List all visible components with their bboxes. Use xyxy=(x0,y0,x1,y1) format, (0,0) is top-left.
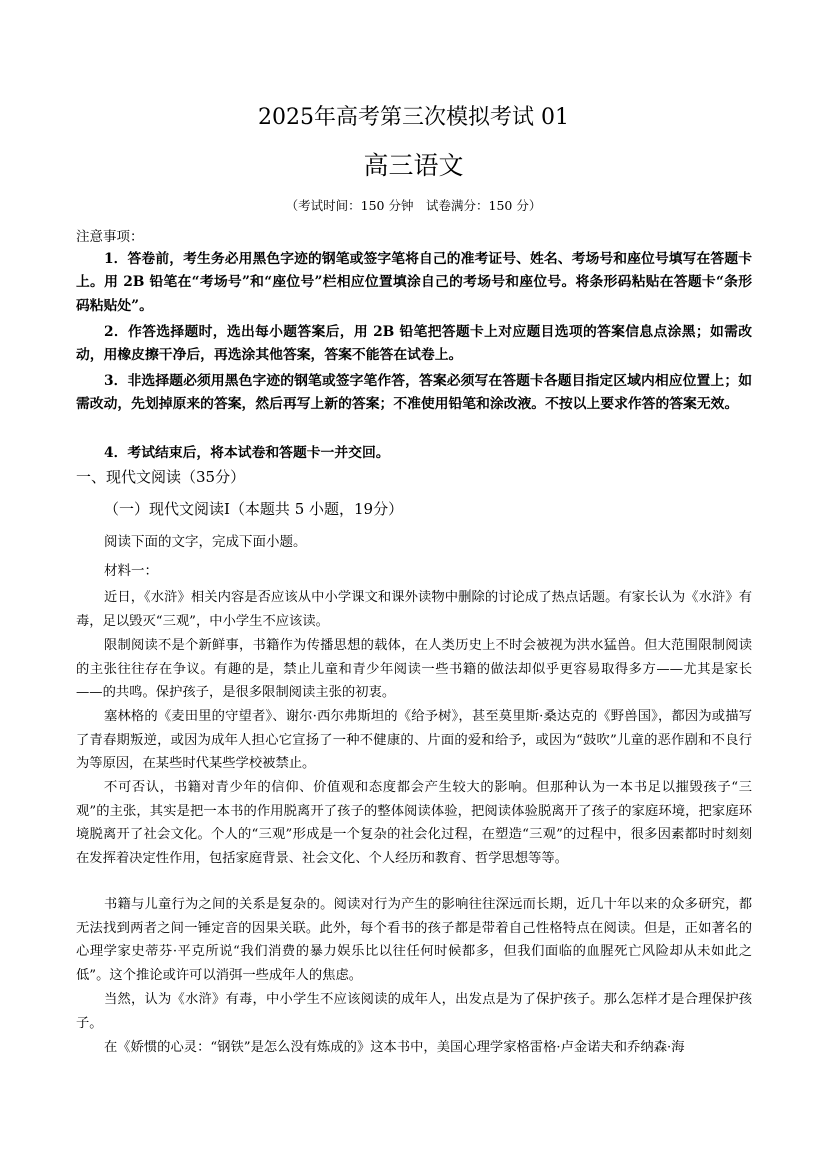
notice-item-2: 2．作答选择题时，选出每小题答案后，用 2B 铅笔把答题卡上对应题目选项的答案信息点涂黑；如需改动，用橡皮擦干净后，再选涂其他答案，答案不能答在试卷上。 xyxy=(76,324,752,364)
reading-instruction: 阅读下面的文字，完成下面小题。 xyxy=(104,534,307,550)
paragraph: 限制阅读不是个新鲜事，书籍作为传播思想的载体，在人类历史上不时会被视为洪水猛兽。但大范围限制阅读的主张往往存在争议。有趣的是，禁止儿童和青少年阅读一些书籍的做法却似乎更容易取得多方——尤其是家长——的共鸣。保护孩子，是很多限制阅读主张的初衷。 xyxy=(76,638,752,701)
exam-subject: 高三语文 xyxy=(363,151,464,180)
exam-info: （考试时间：150 分钟 试卷满分：150 分） xyxy=(285,198,542,213)
notice-item-4: 4．考试结束后，将本试卷和答题卡一并交回。 xyxy=(104,445,390,461)
notice-item-3: 3．非选择题必须用黑色字迹的钢笔或签字笔作答，答案必须写在答题卡各题目指定区域内相应位置上；如需改动，先划掉原来的答案，然后再写上新的答案；不准使用铅笔和涂改液。不按以上要求作答的答案无效。 xyxy=(76,373,752,413)
subsection-heading: （一）现代文阅读Ⅰ（本题共 5 小题，19分） xyxy=(104,500,404,518)
material-label: 材料一： xyxy=(104,563,158,579)
paragraph: 不可否认，书籍对青少年的信仰、价值观和态度都会产生较大的影响。但那种认为一本书足以摧毁孩子“三观”的主张，其实是把一本书的作用脱离开了孩子的整体阅读体验，把阅读体验脱离开了孩子的家庭环境，把家庭环境脱离开了社会文化。个人的“三观”形成是一个复杂的社会化过程，在塑造“三观”的过程中，很多因素都时时刻刻在发挥着决定性作用，包括家庭背景、社会文化、个人经历和教育、哲学思想等等。 xyxy=(76,780,752,866)
paragraph: 塞林格的《麦田里的守望者》、谢尔·西尔弗斯坦的《给予树》，甚至莫里斯·桑达克的《野兽国》，都因为或描写了青春期叛逆，或因为成年人担心它宣扬了一种不健康的、片面的爱和给予，或因为“鼓吹”儿童的恶作剧和不良行为等原因，在某些时代某些学校被禁止。 xyxy=(76,709,752,772)
paragraph: 书籍与儿童行为之间的关系是复杂的。阅读对行为产生的影响往往深远而长期，近几十年以来的众多研究，都无法找到两者之间一锤定音的因果关联。此外，每个看书的孩子都是带着自己性格特点在阅读。但是，正如著名的心理学家史蒂芬·平克所说“我们消费的暴力娱乐比以往任何时候都多，但我们面临的血腥死亡风险却从未如此之低”。这个推论或许可以消弭一些成年人的焦虑。 xyxy=(76,897,752,983)
paragraph: 当然，认为《水浒》有毒，中小学生不应该阅读的成年人，出发点是为了保护孩子。那么怎样才是合理保护孩子。 xyxy=(76,992,752,1031)
exam-title: 2025年高考第三次模拟考试 01 xyxy=(258,105,569,130)
section-heading: 一、现代文阅读（35分） xyxy=(76,468,246,486)
notice-heading: 注意事项： xyxy=(76,229,144,245)
paragraph: 近日，《水浒》相关内容是否应该从中小学课文和课外读物中删除的讨论成了热点话题。有家长认为《水浒》有毒，足以毁灭“三观”，中小学生不应该读。 xyxy=(76,590,752,629)
notice-item-1: 1．答卷前，考生务必用黑色字迹的钢笔或签字笔将自己的准考证号、姓名、考场号和座位号填写在答题卡上。用 2B 铅笔在“考场号”和“座位号”栏相应位置填涂自己的考场号和座位号。将条形码粘贴在答题卡“条形码粘贴处”。 xyxy=(76,251,752,314)
paragraph: 在《娇惯的心灵：“钢铁”是怎么没有炼成的》这本书中，美国心理学家格雷格·卢金诺夫和乔纳森·海 xyxy=(104,1040,685,1055)
